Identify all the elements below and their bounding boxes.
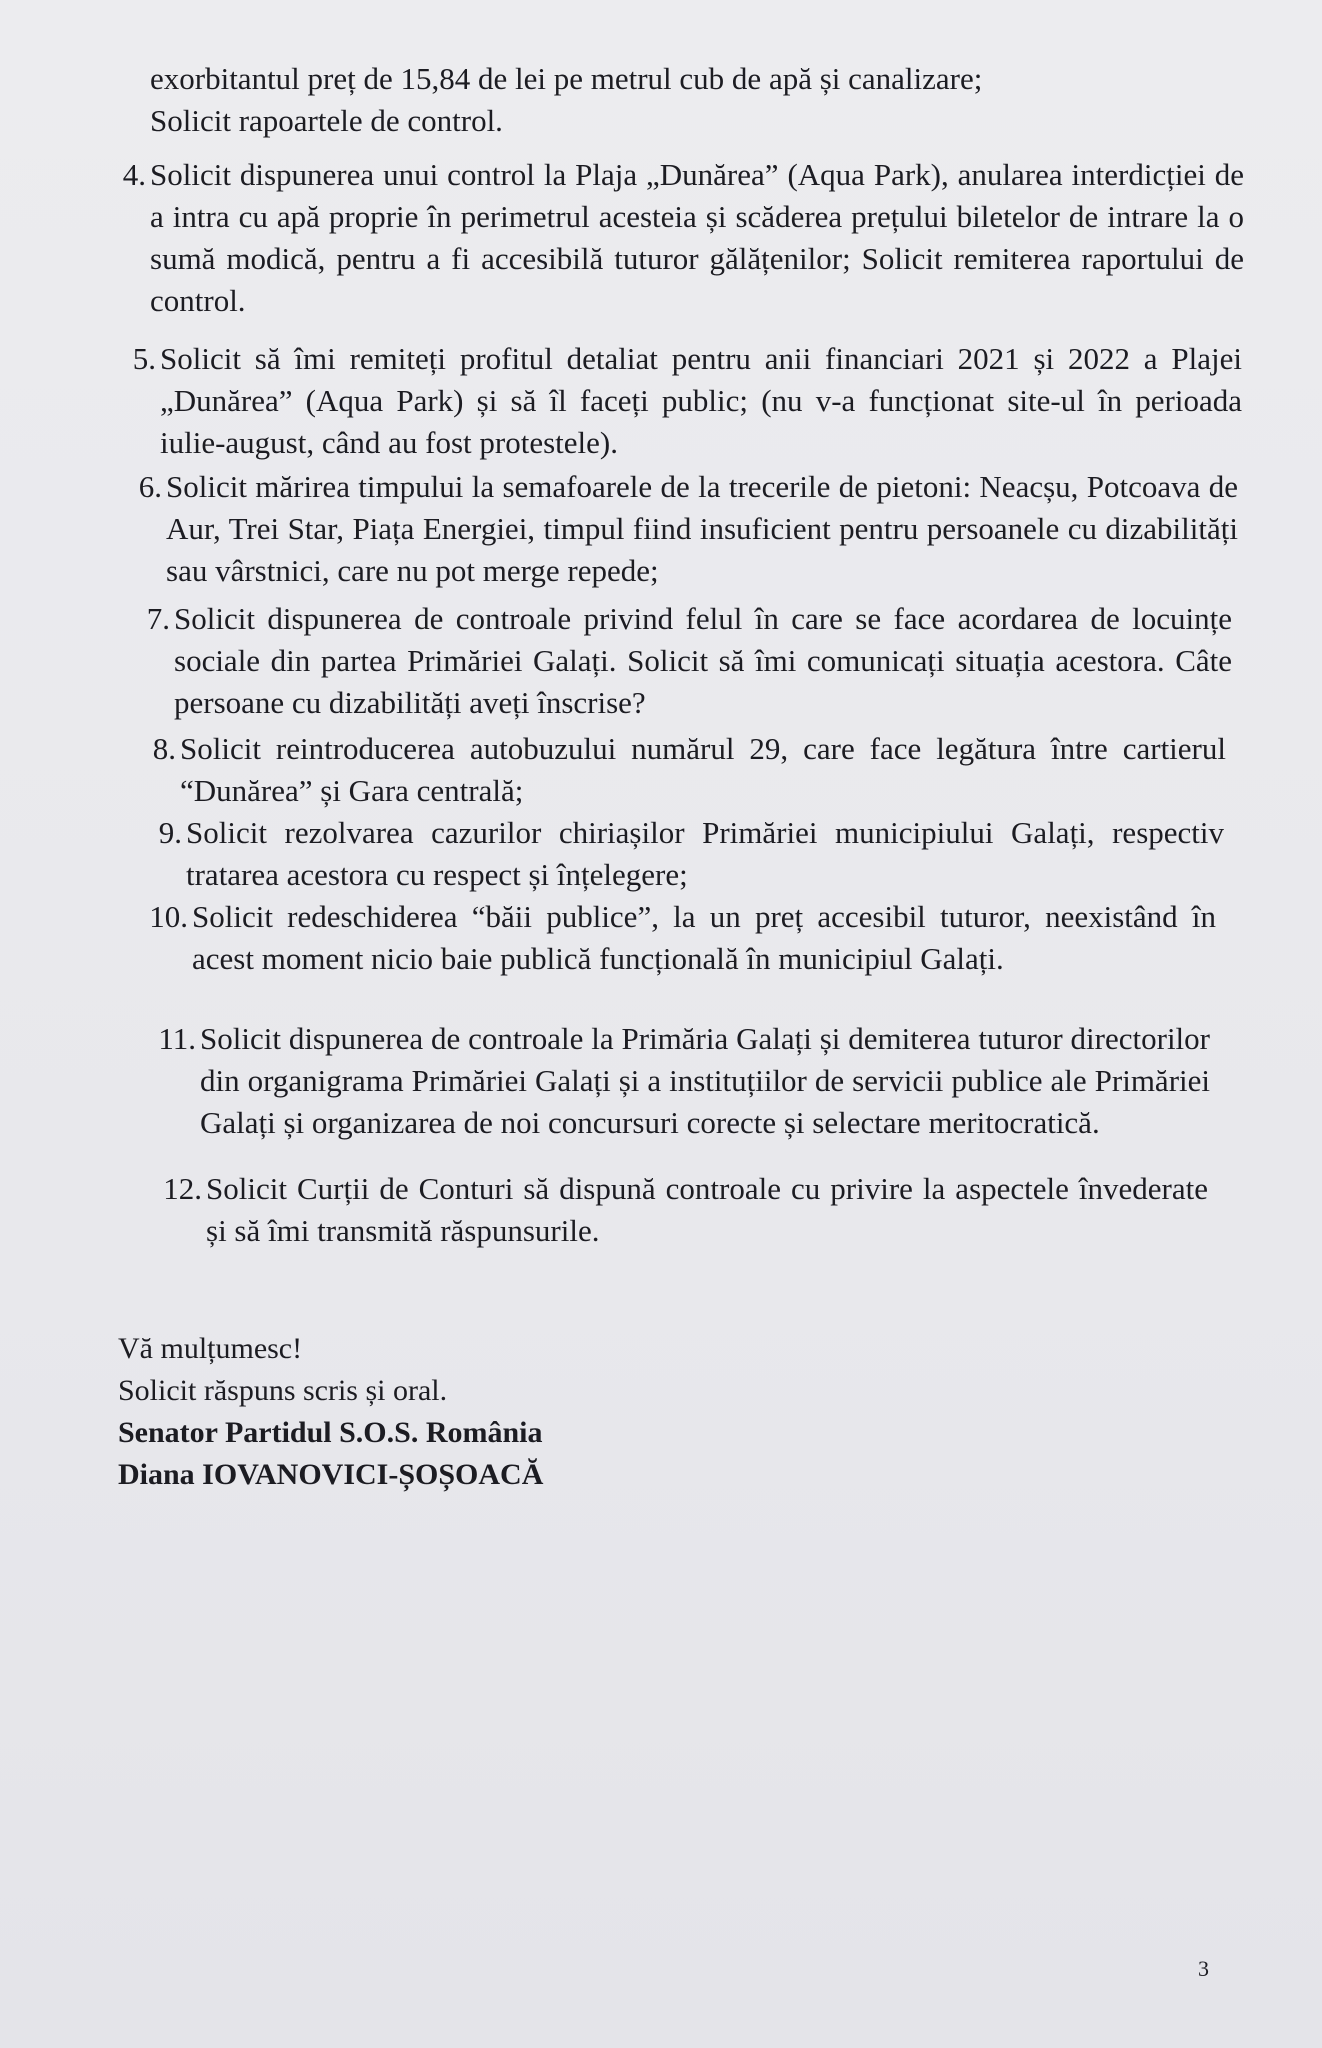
list-item-number: 8.	[152, 731, 176, 766]
list-item-number: 5.	[132, 341, 156, 376]
closing-block	[118, 1328, 543, 1496]
continued-line-1: exorbitantul preț de 15,84 de lei pe metrul cub de apă și canalizare;	[150, 61, 983, 96]
list-item-text: Solicit reintroducerea autobuzului numărul 29, care face legătura între cartierul “Dunărea” și Gara centrală;	[180, 731, 1226, 808]
list-item-text: Solicit rezolvarea cazurilor chiriașilor Primăriei municipiului Galați, respectiv tratarea acestora cu respect și înțelegere;	[186, 815, 1224, 892]
list-item-4	[122, 154, 1244, 322]
list-item-text: Solicit dispunerea de controale privind felul în care se face acordarea de locuințe sociale din partea Primăriei Galați. Solicit să îmi comunicați situația acestora. Câte persoane cu dizabilități aveți înscrise?	[174, 601, 1232, 720]
request-line: Solicit răspuns scris și oral.	[118, 1374, 448, 1407]
list-item-number: 11.	[158, 1021, 196, 1056]
list-item-number: 7.	[146, 601, 170, 636]
continued-line-2: Solicit rapoartele de control.	[150, 103, 503, 138]
list-item-text: Solicit să îmi remiteți profitul detaliat pentru anii financiari 2021 și 2022 a Plajei „Dunărea” (Aqua Park) și să îl faceți public; (nu v-a funcționat site-ul în perioada iulie-august, când au fost protestele).	[160, 341, 1242, 460]
list-item-text: Solicit redeschiderea “băii publice”, la un preț accesibil tuturor, neexistând în acest moment nicio baie publică funcțională în municipiul Galați.	[192, 899, 1216, 976]
list-item-number: 12.	[163, 1171, 202, 1206]
list-item-text: Solicit Curții de Conturi să dispună controale cu privire la aspectele învederate și să îmi transmită răspunsurile.	[206, 1171, 1208, 1248]
list-item-number: 4.	[122, 157, 146, 192]
list-item-text: Solicit dispunerea unui control la Plaja „Dunărea” (Aqua Park), anularea interdicției de a intra cu apă proprie în perimetrul acesteia și scăderea prețului biletelor de intrare la o sumă modică, pentru a fi accesibilă tuturor gălățenilor; Solicit remiterea raportului de control.	[150, 157, 1244, 318]
signatory-name: Diana IOVANOVICI-ȘOȘOACĂ	[118, 1458, 544, 1491]
list-item-12	[163, 1168, 1208, 1252]
list-item-10	[149, 896, 1216, 980]
list-item-8	[152, 728, 1226, 812]
list-item-5	[132, 338, 1242, 464]
list-item-11	[158, 1018, 1210, 1144]
continued-paragraph	[150, 58, 1260, 142]
list-item-6	[138, 466, 1238, 592]
page-number: 3	[1198, 1956, 1209, 1981]
list-item-text: Solicit mărirea timpului la semafoarele de la trecerile de pietoni: Neacșu, Potcoava de Aur, Trei Star, Piața Energiei, timpul fiind insuficient pentru persoanele cu dizabilități sau vârstnici, care nu pot merge repede;	[166, 469, 1238, 588]
list-item-text: Solicit dispunerea de controale la Primăria Galați și demiterea tuturor directorilor din organigrama Primăriei Galați și a instituțiilor de servicii publice ale Primăriei Galați și organizarea de noi concursuri corecte și selectare meritocratică.	[200, 1021, 1210, 1140]
list-item-7	[146, 598, 1232, 724]
list-item-number: 6.	[138, 469, 162, 504]
list-item-9	[158, 812, 1224, 896]
thanks-line: Vă mulțumesc!	[118, 1332, 303, 1365]
list-item-number: 9.	[158, 815, 182, 850]
list-item-number: 10.	[149, 899, 188, 934]
signatory-role: Senator Partidul S.O.S. România	[118, 1416, 543, 1449]
